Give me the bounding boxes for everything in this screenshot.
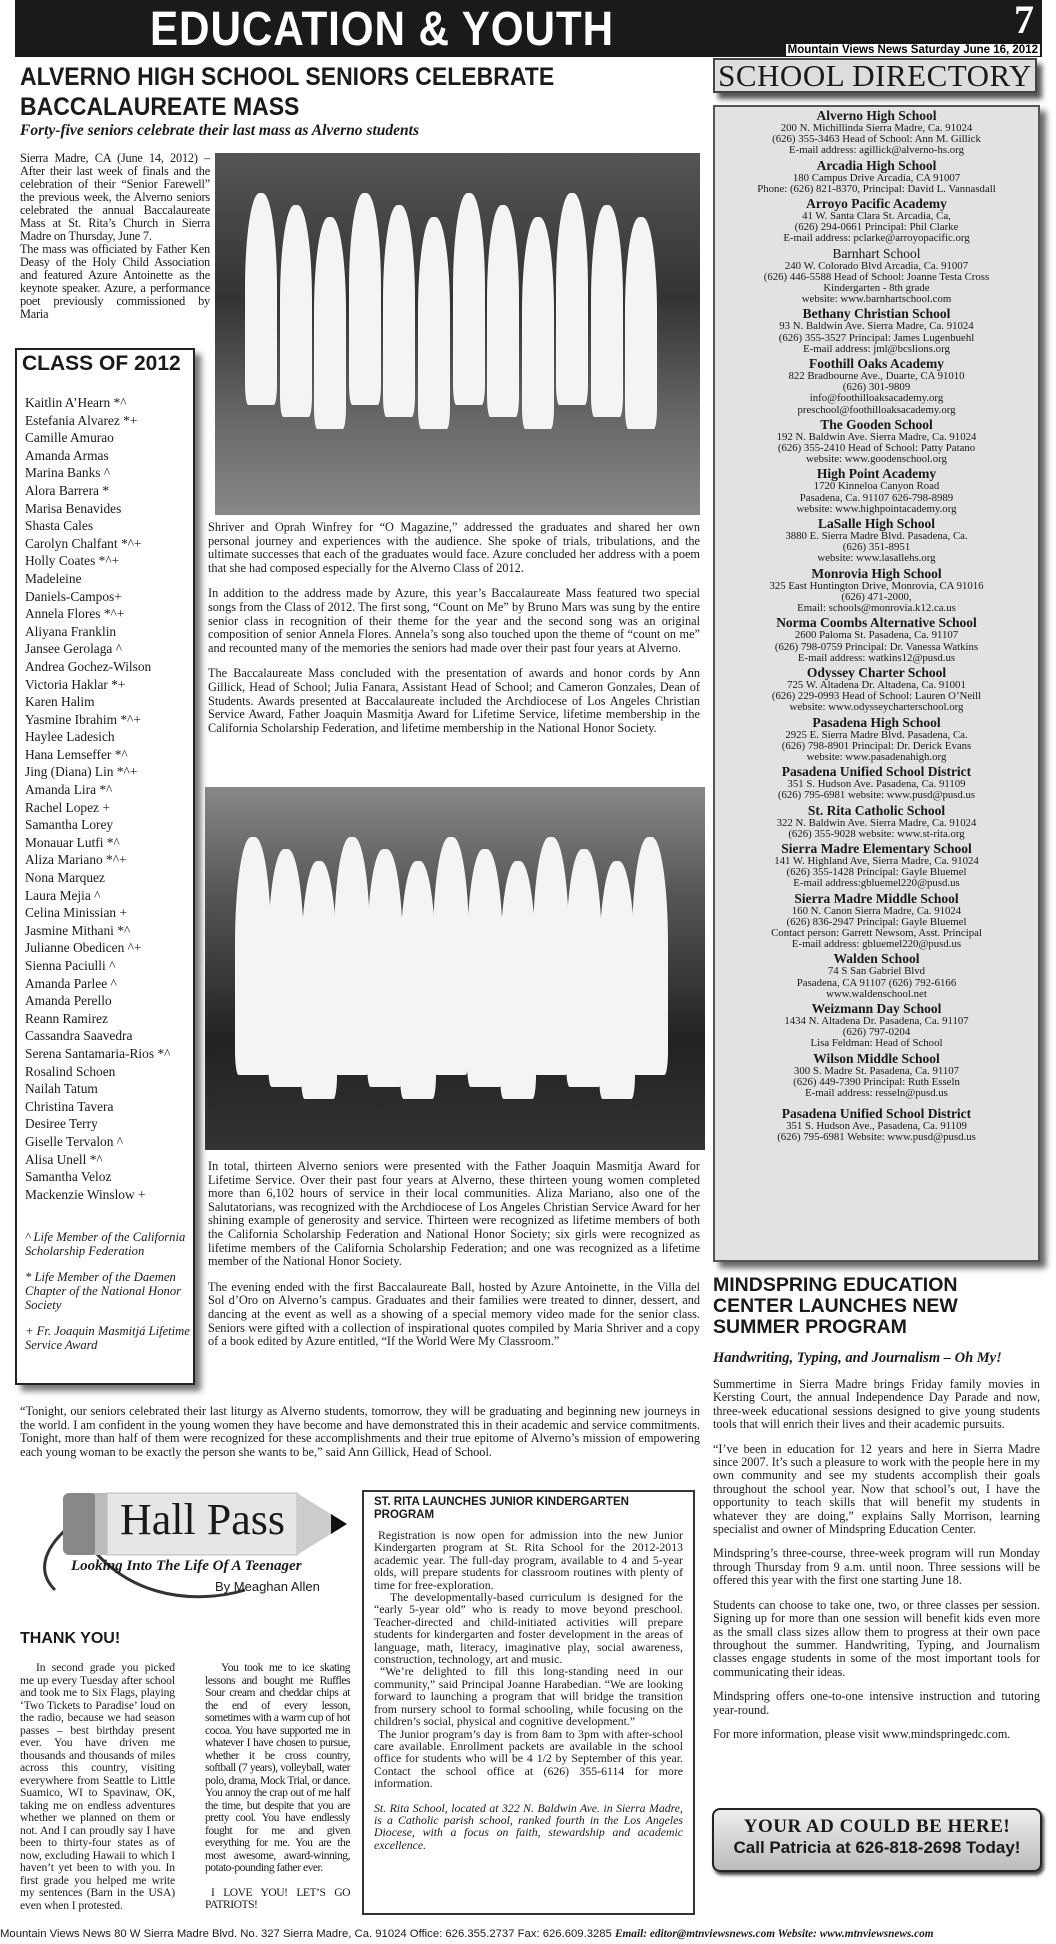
- school-detail: (626) 355-1428 Principal: Gayle Bluemel: [786, 866, 967, 879]
- class-member: Celina Minissian +: [25, 905, 128, 921]
- class-member: Estefania Alvarez *+: [25, 412, 138, 428]
- school-name: Wilson Middle School: [813, 1050, 940, 1066]
- school-detail[interactable]: E-mail address: pclarke@arroyopacific.org: [783, 232, 970, 245]
- class-member: Reann Ramirez: [25, 1010, 108, 1026]
- class-list: [25, 394, 195, 1203]
- class-member: Holly Coates *^+: [25, 553, 120, 569]
- school-detail[interactable]: E-mail address: resseln@pusd.us: [805, 1086, 948, 1099]
- graduate-figure: [625, 217, 657, 429]
- school-detail: 200 N. Michillinda Sierra Madre, Ca. 91024: [780, 122, 973, 134]
- school-name: The Gooden School: [820, 416, 933, 432]
- school-entry: [715, 1052, 1038, 1100]
- school-detail: 300 S. Madre St. Pasadena, Ca. 91107: [793, 1064, 960, 1077]
- graduate-figure: [245, 193, 277, 405]
- class-member: Amanda Armas: [25, 447, 109, 463]
- class-member: Rosalind Schoen: [25, 1063, 116, 1079]
- article-paragraph: In addition to the address made by Azure, this year’s Baccalaureate Mass featured two special songs from the Class of 2012. The first song, “Count on Me” by Bruno Mars was sung by the entire senior class in recognition of their theme for the year and the second song was an original composition of senior Annela Flores. Annela’s song also touched upon the theme of “count on me” and recounted many of the memories the seniors had made over their past four years at Alverno.: [208, 586, 700, 655]
- school-entry: [715, 952, 1038, 1000]
- school-detail[interactable]: E-mail address: jml@bcslions.org: [803, 342, 950, 355]
- main-headline: ALVERNO HIGH SCHOOL SENIORS CELEBRATE BACCALAUREATE MASS: [20, 63, 555, 121]
- school-name: St. Rita Catholic School: [807, 802, 946, 818]
- mindspring-paragraph: Students can choose to take one, two, or three classes per session. Signing up for more than one session will benefit kids even more as the small class sizes allow them to progress at their own pace throughout the summer. Handwriting, Typing, and Journalism classes engage students in some of the most important tools for communicating their ideas.: [713, 1597, 1040, 1679]
- class-member: Nona Marquez: [25, 870, 105, 886]
- class-of-2012-box: [15, 348, 195, 1385]
- school-detail[interactable]: E-mail address:gbluemel220@pusd.us: [793, 877, 960, 890]
- school-detail: 2925 E. Sierra Madre Blvd. Pasadena, Ca.: [785, 728, 968, 741]
- school-detail: Lisa Feldman: Head of School: [810, 1037, 943, 1050]
- mindspring-subhead: Handwriting, Typing, and Journalism – Oh My!: [713, 1350, 1002, 1366]
- class-member: Mackenzie Winslow +: [25, 1186, 146, 1202]
- graduate-figure: [383, 205, 415, 417]
- class-member: Samantha Lorey: [25, 817, 114, 833]
- school-directory: [713, 105, 1040, 1262]
- graduate-figure: [533, 837, 569, 1075]
- school-detail[interactable]: E-mail address: gbluemel220@pusd.us: [791, 938, 962, 951]
- article-paragraph: The Baccalaureate Mass concluded with the presentation of awards and honor cords by Ann Gillick, Head of School; Julia Fanara, Assistant Head of School; and Cameron Gonzales, Dean of Students. Awards presented at Baccalaureate included the Archdiocese of Los Angeles Christian Service Award, Father Joaquin Masmitja Award for Lifetime Service, lifetime membership in the California Scholarship Federation, and lifetime membership in the National Honor Society.: [208, 666, 700, 735]
- class-member: Nailah Tatum: [25, 1081, 98, 1097]
- class-member: Jansee Gerolaga ^: [25, 641, 122, 657]
- school-entry: [715, 842, 1038, 890]
- class-member: Sienna Paciulli ^: [25, 958, 116, 973]
- class-member: Rachel Lopez +: [25, 799, 110, 815]
- class-member: Camille Amurao: [25, 430, 114, 446]
- school-detail: (626) 229-0993 Head of School: Lauren O’Neill: [771, 690, 982, 703]
- legend-note: + Fr. Joaquin Masmitjá Lifetime Service Award: [25, 1324, 190, 1352]
- graduate-figure: [591, 205, 623, 417]
- school-name: Weizmann Day School: [811, 1000, 942, 1016]
- class-member: Julianne Obedicen ^+: [25, 940, 142, 956]
- page-number: 7: [1014, 0, 1034, 42]
- school-detail: 240 W. Colorado Blvd Arcadia, Ca. 91007: [784, 259, 969, 272]
- school-name: Odyssey Charter School: [806, 664, 947, 680]
- school-detail: (626) 798-8901 Principal: Dr. Derick Evans: [781, 739, 972, 752]
- legend-note: ^ Life Member of the California Scholarship Federation: [25, 1230, 186, 1258]
- school-entry: [715, 1107, 1038, 1143]
- class-member: Kaitlin A’Hearn *^: [25, 395, 127, 410]
- school-entry: [715, 716, 1038, 764]
- intro-paragraph: Sierra Madre, CA (June 14, 2012) – After their last week of finals and the celebration of their “Senior Farewell” the previous week, the Alverno seniors celebrated the annual Baccalaureate Mass at St. Rita’s Church in Sierra Madre on Thursday, June 7.: [20, 151, 210, 243]
- school-detail: (626) 355-2410 Head of School: Patty Patano: [777, 442, 976, 455]
- ad-placeholder[interactable]: [712, 1808, 1042, 1872]
- main-subhead: Forty-five seniors celebrate their last mass as Alverno students: [20, 122, 419, 139]
- school-detail: Pasadena, CA 91107 (626) 792-6166: [796, 976, 957, 989]
- school-detail[interactable]: Email: schools@monrovia.k12.ca.us: [797, 602, 956, 615]
- graduate-figure: [487, 205, 519, 417]
- school-name: LaSalle High School: [817, 516, 936, 532]
- school-detail[interactable]: (626) 795-6981 website: www.pusd@pusd.us: [777, 789, 976, 802]
- school-detail: (626) 471-2000,: [841, 590, 912, 603]
- graduate-figure: [522, 217, 554, 429]
- st-rita-note: St. Rita School, located at 322 N. Baldwin Ave. in Sierra Madre, is a Catholic parish school, ranked fourth in the Los Angeles Diocese, with a focus on faith, stewardship and academic excellence.: [374, 1800, 683, 1852]
- school-entry: [715, 418, 1038, 466]
- school-detail: 180 Campus Drive Arcadia, CA 91007: [792, 171, 961, 184]
- graduate-figure: [418, 217, 450, 429]
- class-member: Haylee Ladesich: [25, 729, 115, 745]
- school-detail: 1434 N. Altadena Dr. Pasadena, Ca. 91107: [784, 1014, 969, 1027]
- school-detail[interactable]: website: www.highpointacademy.org: [796, 502, 957, 515]
- school-name: Alverno High School: [816, 108, 937, 123]
- school-detail: 74 S San Gabriel Blvd: [827, 965, 926, 978]
- dateline: Mountain Views News Saturday June 16, 2012: [787, 44, 1038, 56]
- thank-you-column-1: In second grade you picked me up every Tuesday after school and took me to Six Flags, playing ‘Two Tickets to Paradise’ loud on the radio, because we had season passes – best birthday present ever. You have driven me thousands and thousands of miles across this country, visiting everywhere from Seattle to Little Suamico, WI to Spavinaw, OK, taking me on endless adventures whether we planned on them or not. And I can proudly say I have been to thirty-four states as of now, excluding Hawaii to which I haven’t yet been to with you. In first grade you helped me write my sentences (Barn in the USA) even when I protested.: [20, 1661, 175, 1912]
- graduate-figure: [367, 849, 403, 1087]
- article-intro: [20, 152, 210, 321]
- class-member: Jing (Diana) Lin *^+: [25, 764, 138, 780]
- class-member: Serena Santamaria-Rios *^: [25, 1045, 171, 1061]
- mindspring-paragraph: Summertime in Sierra Madre brings Friday family movies in Kersting Court, the annual Independence Day Parade and now, three-week educational sessions designed to give young students tools that will enrich their lives and their academic pursuits.: [713, 1377, 1040, 1432]
- class-member: Laura Mejia ^: [25, 887, 101, 903]
- st-rita-paragraph: “We’re delighted to fill this long-standing need in our community,” said Principal Joanne Harabedian. “We are looking forward to launching a program that will bridge the transition from nursery school to formal schooling, while focusing on the children’s social, physical and cognitive development.”: [374, 1664, 683, 1729]
- section-title: EDUCATION & YOUTH: [150, 3, 614, 56]
- graduate-figure: [268, 849, 304, 1087]
- school-entry: [715, 765, 1038, 801]
- school-detail[interactable]: website: www.lasallehs.org: [817, 552, 936, 565]
- school-detail: (626) 351-8951: [842, 541, 911, 554]
- school-name: Arcadia High School: [816, 157, 937, 173]
- thank-you-paragraph: You took me to ice skating lessons and bought me Ruffles Sour cream and cheddar chips at the end of every lesson, sometimes with a warm cup of hot cocoa. You have supported me in whatever I have chosen to pursue, whether it be cross country, softball (7 years), volleyball, water polo, drama, Mock Trial, or dance. You annoy the crap out of me half the time, but despite that you are pretty cool. You have endlessly fought for me and given everything for me. You are the most awesome, award-winning, potato-pounding father ever.: [205, 1661, 350, 1874]
- school-entry: [715, 517, 1038, 565]
- st-rita-article: [362, 1490, 695, 1915]
- school-entry: [715, 892, 1038, 951]
- school-detail: 2600 Paloma St. Pasadena, Ca. 91107: [794, 629, 959, 642]
- graduate-figure: [235, 837, 271, 1075]
- class-member: Victoria Haklar *+: [25, 676, 126, 692]
- ad-headline: YOUR AD COULD BE HERE!: [743, 1816, 1011, 1837]
- school-detail[interactable]: www.waldenschool.net: [826, 987, 927, 1000]
- class-member: Hana Lemseffer *^: [25, 746, 128, 762]
- school-detail: 725 W. Altadena Dr. Altadena, Ca. 91001: [787, 678, 966, 691]
- school-detail: Contact person: Garrett Newsom, Asst. Principal: [771, 926, 982, 939]
- school-name: Walden School: [833, 951, 920, 967]
- class-member: Jasmine Mithani *^: [25, 922, 131, 938]
- class-member: Annela Flores *^+: [25, 606, 125, 622]
- thank-you-column-2: [205, 1662, 350, 1924]
- hall-pass-logo: [15, 1490, 350, 1600]
- school-detail: (626) 301-9809: [842, 381, 911, 394]
- class-member: Samantha Veloz: [25, 1169, 112, 1185]
- school-detail: 322 N. Baldwin Ave. Sierra Madre, Ca. 91024: [776, 816, 977, 829]
- graduate-figure: [334, 837, 370, 1075]
- class-member: Amanda Lira *^: [25, 782, 113, 798]
- seniors-photo-outdoor: [215, 153, 700, 515]
- school-name: Pasadena High School: [812, 714, 941, 730]
- hall-pass-title: Hall Pass: [120, 1495, 285, 1544]
- class-member: Cassandra Saavedra: [25, 1028, 133, 1044]
- school-detail: 351 S. Hudson Ave. Pasadena, Ca. 91109: [787, 778, 966, 791]
- class-member: Desiree Terry: [25, 1116, 98, 1132]
- school-detail: 93 N. Baldwin Ave. Sierra Madre, Ca. 91024: [779, 320, 974, 333]
- article-body: [208, 521, 700, 735]
- mindspring-paragraph: Mindspring’s three-course, three-week program will run Monday through Thursday from 9 a.m. until noon. Three sessions will be offered this year with the first one starting June 18.: [713, 1546, 1040, 1588]
- school-detail[interactable]: (626) 795-6981 Website: www.pusd@pusd.us: [777, 1131, 976, 1144]
- school-detail: Phone: (626) 821-8370, Principal: David L. Vannasdall: [757, 182, 996, 195]
- school-detail: (626) 355-3527 Principal: James Lugenbuehl: [778, 331, 975, 344]
- school-name: Pasadena Unified School District: [781, 764, 972, 780]
- mindspring-body: [713, 1378, 1040, 1741]
- class-legend: [25, 1230, 190, 1364]
- seniors-photo-indoor: [205, 787, 705, 1150]
- legend-note: * Life Member of the Daemen Chapter of the National Honor Society: [25, 1270, 182, 1312]
- school-name: Sierra Madre Middle School: [794, 890, 959, 906]
- footer-contact: Email: editor@mtnviewsnews.com Website: www.mtnviewsnews.com: [614, 1928, 934, 1940]
- footer: [0, 1928, 1056, 1940]
- class-member: Marina Banks ^: [25, 465, 111, 481]
- school-entry: [715, 357, 1038, 416]
- st-rita-paragraph: The Junior program’s day is from 8am to 3pm with after-school care available. Enrollment packets are available in the school office for students who will be 4 1/2 by September of this year. Contact the school office at (626) 355-6114 for more information.: [374, 1726, 683, 1791]
- school-name: Barnhart School: [832, 245, 921, 261]
- graduate-figure: [599, 861, 635, 1099]
- graduate-figure: [556, 193, 588, 405]
- school-detail[interactable]: website: www.barnhartschool.com: [801, 293, 952, 306]
- school-detail: 192 N. Baldwin Ave. Sierra Madre, Ca. 91024: [776, 430, 977, 443]
- hall-pass-tagline: Looking Into The Life Of A Teenager: [71, 1558, 302, 1574]
- school-name: Monrovia High School: [811, 565, 942, 581]
- school-detail: 141 W. Highland Ave, Sierra Madre, Ca. 91024: [774, 854, 979, 867]
- class-member: Shasta Cales: [25, 518, 94, 534]
- head-of-school-quote: “Tonight, our seniors celebrated their last liturgy as Alverno students, tomorrow, they will be graduating and beginning new journeys in the world. I am confident in the young women they have become and have demonstrated this in their academic and service commitments. Tonight, more than half of them were recognized for these accomplishments and their true epitome of Alverno’s mission of empowering each young woman to be exactly the person she wants to be,” said Ann Gillick, Head of School.: [20, 1404, 700, 1459]
- mindspring-paragraph: Mindspring offers one-to-one intensive instruction and tutoring year-round.: [713, 1689, 1040, 1717]
- hall-pass-byline: By Meaghan Allen: [215, 1579, 320, 1594]
- school-directory-title: SCHOOL DIRECTORY: [713, 58, 1037, 93]
- class-member: Giselle Tervalon ^: [25, 1133, 124, 1149]
- school-entry: [715, 307, 1038, 355]
- school-name: Norma Coombs Alternative School: [776, 615, 977, 631]
- school-detail: 160 N. Canon Sierra Madre, Ca. 91024: [791, 904, 962, 917]
- class-member: Alisa Unell *^: [25, 1151, 103, 1167]
- school-entry: [715, 616, 1038, 664]
- school-name: Sierra Madre Elementary School: [781, 840, 972, 856]
- graduate-figure: [301, 861, 337, 1099]
- school-detail: Pasadena, Ca. 91107 626-798-8989: [799, 491, 954, 504]
- ad-contact: Call Patricia at 626-818-2698 Today!: [733, 1838, 1021, 1857]
- school-name: High Point Academy: [816, 466, 937, 482]
- school-detail[interactable]: (626) 355-9028 website: www.st-rita.org: [788, 827, 965, 840]
- school-detail: 325 East Huntington Drive, Monrovia, CA 91016: [769, 579, 984, 592]
- graduate-figure: [400, 861, 436, 1099]
- mindspring-paragraph: For more information, please visit www.mindspringedc.com.: [713, 1726, 1011, 1741]
- class-member: Carolyn Chalfant *^+: [25, 535, 142, 551]
- class-member: Karen Halim: [25, 694, 95, 710]
- mindspring-paragraph: “I’ve been in education for 12 years and here in Sierra Madre since 2007. It’s such a pleasure to work with the people here in my own community and see my students accomplish their goals throughout the school year. Now that school’s out, I have the opportunity to teach skills that will benefit my students in whatever they are doing,” explains Sally Morrison, learning specialist and owner of Mindspring Education Center.: [713, 1441, 1040, 1537]
- st-rita-paragraph: The developmentally-based curriculum is designed for the “early 5-year old” who is ready to move beyond preschool. Teacher-directed and child-initiated activities will prepare students for kindergarten and foster development in the areas of language, math, literacy, imaginative play, social awareness, construction, technology, art and music.: [374, 1590, 683, 1667]
- class-member: Daniels-Campos+: [25, 588, 122, 604]
- mindspring-headline: MINDSPRING EDUCATION CENTER LAUNCHES NEW SUMMER PROGRAM: [713, 1274, 958, 1338]
- school-detail: (626) 836-2947 Principal: Gayle Bluemel: [786, 915, 967, 928]
- graduate-figure: [314, 217, 346, 429]
- school-name: Foothill Oaks Academy: [808, 356, 944, 372]
- st-rita-body: [374, 1529, 683, 1851]
- st-rita-paragraph: Registration is now open for admission into the new Junior Kindergarten program at St. Rita School for the 2012-2013 academic year. The full-day program, available to 4 and 5-year olds, will prepare students for classroom routines with plenty of time for free-exploration.: [374, 1528, 683, 1592]
- graduate-figure: [280, 205, 312, 417]
- class-member: Alora Barrera *: [25, 482, 110, 498]
- school-name: Pasadena Unified School District: [781, 1106, 972, 1122]
- class-title: CLASS OF 2012: [22, 352, 181, 375]
- school-name: Arroyo Pacific Academy: [806, 196, 947, 212]
- school-entry: [715, 197, 1038, 245]
- intro-paragraph: The mass was officiated by Father Ken Deasy of the Holy Child Association and featured Azure Antoinette as the keynote speaker. Azure, a performance poet previously commissioned by Maria: [20, 242, 210, 321]
- school-detail[interactable]: website: www.goodenschool.org: [806, 453, 947, 466]
- school-detail: (626) 798-0759 Principal: Dr. Vanessa Watkins: [774, 640, 979, 653]
- school-detail[interactable]: website: www.odysseycharterschool.org: [789, 701, 964, 714]
- school-detail: (626) 446-5588 Head of School: Joanne Testa Cross: [763, 270, 990, 283]
- class-member: Monauar Lutfi *^: [25, 834, 120, 850]
- school-detail[interactable]: info@foothilloaksacademy.org: [809, 392, 944, 405]
- graduate-figure: [433, 837, 469, 1075]
- school-entry: [715, 804, 1038, 840]
- class-member: Christina Tavera: [25, 1098, 114, 1114]
- graduate-figure: [349, 193, 381, 405]
- st-rita-headline: ST. RITA LAUNCHES JUNIOR KINDERGARTEN PROGRAM: [374, 1496, 629, 1521]
- school-detail[interactable]: website: www.pasadenahigh.org: [806, 750, 947, 763]
- article-paragraph: Shriver and Oprah Winfrey for “O Magazine,” addressed the graduates and shared her own personal journey and experiences with the audience. She spoke of trials, tribulations, and the ultimate successes that each of the graduates would face. Azure concluded her address with a poem that she had composed especially for the Alverno Class of 2012.: [208, 520, 700, 575]
- school-detail: (626) 449-7390 Principal: Ruth Esseln: [793, 1075, 960, 1088]
- school-name: Bethany Christian School: [802, 306, 951, 322]
- school-detail: 1720 Kinneloa Canyon Road: [813, 480, 940, 493]
- school-detail: 41 W. Santa Clara St. Arcadia, Ca,: [802, 210, 951, 223]
- school-entry: [715, 247, 1038, 306]
- school-detail: (626) 355-3463 Head of School: Ann M. Gillick: [772, 133, 981, 146]
- school-detail: (626) 797-0204: [842, 1026, 911, 1039]
- school-detail: Kindergarten - 8th grade: [823, 282, 930, 295]
- school-detail: 822 Bradbourne Ave., Duarte, CA 91010: [788, 370, 965, 383]
- class-member: Aliyana Franklin: [25, 623, 117, 639]
- class-member: Madeleine: [25, 570, 82, 586]
- class-member: Amanda Parlee ^: [25, 975, 117, 991]
- graduate-figure: [500, 861, 536, 1099]
- footer-info: Mountain Views News 80 W Sierra Madre Blvd. No. 327 Sierra Madre, Ca. 91024 Office: 626.355.2737 Fax: 626.609.3285: [0, 1928, 615, 1940]
- class-member: Andrea Gochez-Wilson: [25, 658, 152, 674]
- graduate-figure: [467, 849, 503, 1087]
- school-detail[interactable]: E-mail address: agillick@alverno-hs.org: [789, 144, 964, 157]
- graduate-figure: [632, 837, 668, 1075]
- school-entry: [715, 109, 1038, 157]
- school-detail: 3880 E. Sierra Madre Blvd. Pasadena, Ca.: [785, 530, 968, 543]
- class-member: Marisa Benavides: [25, 500, 122, 516]
- school-detail: 351 S. Hudson Ave., Pasadena, Ca. 91109: [786, 1120, 967, 1133]
- school-detail: (626) 294-0661 Principal: Phil Clarke: [794, 221, 959, 234]
- class-member: Amanda Perello: [25, 993, 112, 1009]
- school-detail[interactable]: preschool@foothilloaksacademy.org: [797, 403, 956, 416]
- school-entry: [715, 159, 1038, 195]
- school-entry: [715, 1002, 1038, 1050]
- article-body-continued: [208, 1160, 700, 1349]
- class-member: Yasmine Ibrahim *^+: [25, 711, 141, 727]
- graduate-figure: [566, 849, 602, 1087]
- article-paragraph: The evening ended with the first Baccalaureate Ball, hosted by Azure Antoinette, in the Villa del Sol d’Oro on Alverno’s campus. Graduates and their families were treated to dinner, dessert, and dancing at the event as well as a showing of a special memory video made for the senior class. Seniors were gifted with a collection of inspirational quotes compiled by Maria Shriver and a copy of a book edited by Azure entitled, “If the World Were My Classroom.”: [208, 1279, 700, 1349]
- school-detail[interactable]: E-mail address: watkins12@pusd.us: [797, 651, 956, 664]
- class-member: Aliza Mariano *^+: [25, 852, 127, 868]
- school-entry: [715, 666, 1038, 714]
- school-entry: [715, 467, 1038, 515]
- school-entry: [715, 567, 1038, 615]
- graduate-figure: [453, 193, 485, 405]
- article-paragraph: In total, thirteen Alverno seniors were presented with the Father Joaquin Masmitja Award for Lifetime Service. Over their past four years at Alverno, these thirteen young women completed more than 6,102 hours of service in their local communities. Aliza Mariano, also one of the Salutatorians, was recognized with the Archdiocese of Los Angeles Christian Service Award for her shining example of generosity and service. Thirteen were recognized as lifetime members of both the California Scholarship Federation and National Honor Society; six girls were recognized as lifetime members of the California Scholarship Federation; and one was recognized as a lifetime member of the National Honor Society.: [208, 1159, 700, 1269]
- thank-you-heading: THANK YOU!: [20, 1630, 121, 1647]
- thank-you-closing: I LOVE YOU! LET’S GO PATRIOTS!: [205, 1885, 350, 1911]
